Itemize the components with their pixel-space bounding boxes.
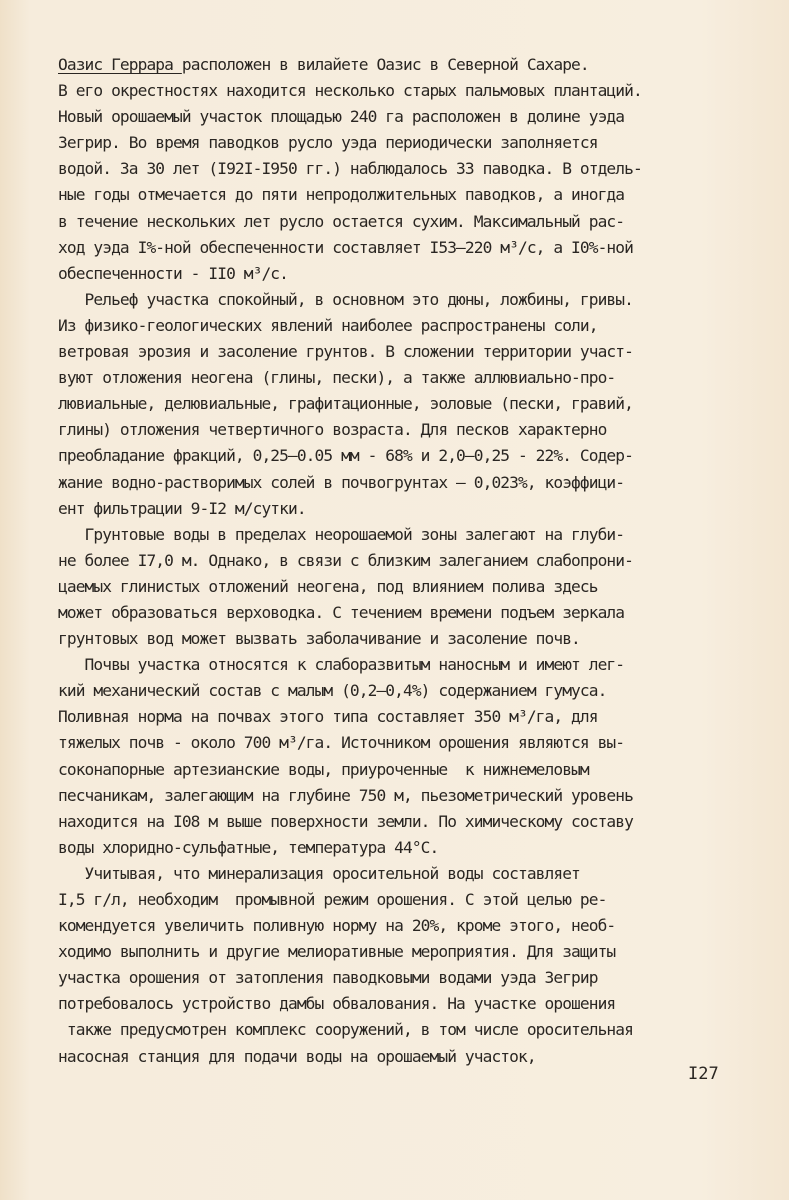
text-line: насосная станция для подачи воды на орошаемый участок, [58, 1046, 536, 1066]
text-line: обеспеченности - II0 м³/с. [58, 263, 288, 283]
text-line: Новый орошаемый участок площадью 240 га расположен в долине уэда [58, 107, 625, 127]
text-line: I,5 г/л, необходим промывной режим орошения. С этой целью ре- [58, 890, 607, 909]
text-line: воды хлоридно-сульфатные, температура 44°С. [58, 837, 439, 857]
text-line: грунтовых вод может вызвать заболачивание и засоление почв. [58, 629, 580, 649]
text-line: в течение нескольких лет русло остается сухим. Максимальный рас- [58, 211, 625, 231]
text-line: потребовалось устройство дамбы обвалования. На участке орошения [58, 994, 616, 1014]
text-line: глины) отложения четвертичного возраста. Для песков характерно [58, 420, 607, 440]
text-line: участка орошения от затопления паводковыми водами уэда Зегрир [58, 968, 598, 988]
text-line: может образоваться верховодка. С течением времени подъем зеркала [58, 602, 625, 622]
text-line: кий механический состав с малым (0,2–0,4%) содержанием гумуса. [58, 681, 607, 701]
text-line: ход уэда I%-ной обеспеченности составляет I53–220 м³/с, а I0%-ной [58, 237, 633, 257]
text-line: Оазис Геррара расположен в вилайете Оазис в Северной Сахаре. [58, 55, 589, 74]
text-line: ные годы отмечается до пяти непродолжительных паводков, а иногда [58, 185, 625, 205]
text-line: Поливная норма на почвах этого типа составляет 350 м³/га, для [58, 707, 598, 727]
text-line: ветровая эрозия и засоление грунтов. В сложении территории участ- [58, 342, 633, 362]
paragraph-start: Почвы участка относятся к слаборазвитым наносным и имеют лег- [58, 655, 625, 675]
text-line: Из физико-геологических явлений наиболее распространены соли, [58, 315, 598, 335]
text-line: тяжелых почв - около 700 м³/га. Источником орошения являются вы- [58, 733, 625, 753]
text-line: ент фильтрации 9-I2 м/сутки. [58, 498, 306, 518]
text-line: цаемых глинистых отложений неогена, под влиянием полива здесь [58, 576, 598, 596]
text-line: В его окрестностях находится несколько старых пальмовых плантаций. [58, 81, 642, 101]
text-line: также предусмотрен комплекс сооружений, в том числе оросительная [58, 1020, 633, 1040]
text-line: комендуется увеличить поливную норму на 20%, кроме этого, необ- [58, 916, 616, 936]
page-number: I27 [688, 1064, 719, 1084]
paragraph-start: Учитывая, что минерализация оросительной воды составляет [58, 863, 580, 883]
text-line: преобладание фракций, 0,25–0.05 мм - 68% и 2,0–0,25 - 22%. Содер- [58, 446, 633, 466]
paragraph-start: Грунтовые воды в пределах неорошаемой зоны залегают на глуби- [58, 524, 625, 544]
body-text [58, 52, 738, 1070]
text-line: не более I7,0 м. Однако, в связи с близким залеганием слабопрони- [58, 550, 633, 570]
heading-oasis-gerrara: Оазис Геррара [58, 55, 182, 74]
text-line: соконапорные артезианские воды, приуроченные к нижнемеловым [58, 759, 589, 779]
text-line: водой. За 30 лет (I92I-I950 гг.) наблюдалось 33 паводка. В отдель- [58, 159, 642, 179]
paragraph-start: Рельеф участка спокойный, в основном это дюны, ложбины, гривы. [58, 289, 633, 309]
text-line: ходимо выполнить и другие мелиоративные мероприятия. Для защиты [58, 942, 616, 962]
text-line: вуют отложения неогена (глины, пески), а также аллювиально-про- [58, 368, 616, 388]
text-line: песчаникам, залегающим на глубине 750 м, пьезометрический уровень [58, 785, 633, 805]
text-line: Зегрир. Во время паводков русло уэда периодически заполняется [58, 133, 598, 153]
text-line: жание водно-растворимых солей в почвогрунтах — 0,023%, коэффици- [58, 472, 625, 492]
text-line: находится на I08 м выше поверхности земли. По химическому составу [58, 811, 633, 831]
text-line: лювиальные, делювиальные, графитационные, эоловые (пески, гравий, [58, 394, 633, 414]
